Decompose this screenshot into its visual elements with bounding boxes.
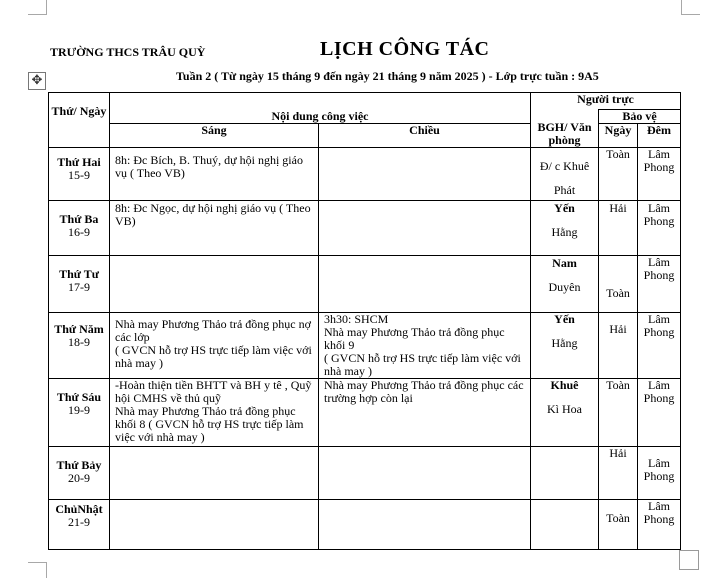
day-cell: Thứ Ba 16-9: [49, 201, 110, 256]
table-row: [49, 500, 681, 550]
morning-cell: 8h: Đc Ngọc, dự hội nghị giáo vụ ( Theo VB): [110, 201, 319, 256]
morning-cell: Nhà may Phương Thảo trả đồng phục nợ các lớp ( GVCN hỗ trợ HS trực tiếp làm việc với nhà may ): [110, 313, 319, 379]
guard-day-cell: Toàn: [599, 256, 638, 313]
afternoon-cell: [319, 148, 531, 201]
morning-cell: [110, 447, 319, 500]
bgh-cell: Đ/ c Khuê Phát: [531, 148, 599, 201]
guard-day-cell: Toàn: [599, 379, 638, 447]
guard-day-cell: Toàn: [599, 500, 638, 550]
header-afternoon: Chiều: [319, 124, 531, 148]
afternoon-cell: [319, 201, 531, 256]
morning-cell: -Hoàn thiện tiền BHTT và BH y tê , Quỹ hội CMHS về thủ quỹ Nhà may Phương Thảo trả đồng phục khối 8 ( GVCN hỗ trợ HS trực tiếp làm việc với nhà may ): [110, 379, 319, 447]
afternoon-cell: 3h30: SHCM Nhà may Phương Thảo trả đồng phục khối 9 ( GVCN hỗ trợ HS trực tiếp làm việc với nhà may ): [319, 313, 531, 379]
crop-mark-bottom-left: [28, 562, 47, 578]
guard-day-cell: Hải: [599, 201, 638, 256]
school-name: TRƯỜNG THCS TRÂU QUỲ: [50, 45, 206, 59]
table-row: [49, 148, 681, 201]
afternoon-cell: [319, 447, 531, 500]
header-content: Nội dung công việc: [110, 93, 531, 124]
header-morning: Sáng: [110, 124, 319, 148]
bgh-cell: Yến Hằng: [531, 201, 599, 256]
guard-night-cell: Lâm Phong: [638, 379, 681, 447]
bgh-cell: Yến Hằng: [531, 313, 599, 379]
day-cell: ChủNhật 21-9: [49, 500, 110, 550]
guard-night-cell: Lâm Phong: [638, 201, 681, 256]
guard-day-cell: Toàn: [599, 148, 638, 201]
day-cell: Thứ Sáu 19-9: [49, 379, 110, 447]
table-resize-handle[interactable]: [679, 550, 699, 570]
guard-night-cell: Lâm Phong: [638, 500, 681, 550]
guard-night-cell: Lâm Phong: [638, 313, 681, 379]
doc-title: LỊCH CÔNG TÁC: [320, 38, 490, 60]
week-info: Tuần 2 ( Từ ngày 15 tháng 9 đến ngày 21 tháng 9 năm 2025 ) - Lớp trực tuần : 9A5: [176, 69, 599, 83]
schedule-table: [48, 92, 681, 550]
header-bgh: BGH/ Văn phòng: [531, 110, 599, 148]
morning-cell: [110, 500, 319, 550]
afternoon-cell: [319, 256, 531, 313]
bgh-cell: [531, 447, 599, 500]
table-move-icon[interactable]: ✥: [28, 72, 46, 90]
table-row: [49, 379, 681, 447]
header-guard-day: Ngày: [599, 124, 638, 148]
guard-night-cell: Lâm Phong: [638, 148, 681, 201]
table-row: [49, 256, 681, 313]
header-guard: Bảo vệ: [599, 110, 681, 124]
bgh-cell: Nam Duyên: [531, 256, 599, 313]
day-cell: Thứ Bảy 20-9: [49, 447, 110, 500]
morning-cell: [110, 256, 319, 313]
guard-night-cell: Lâm Phong: [638, 447, 681, 500]
header-on-duty: Người trực: [531, 93, 681, 110]
guard-night-cell: Lâm Phong: [638, 256, 681, 313]
morning-cell: 8h: Đc Bích, B. Thuý, dự hội nghị giáo vụ ( Theo VB): [110, 148, 319, 201]
day-cell: Thứ Tư 17-9: [49, 256, 110, 313]
header-day: Thứ/ Ngày: [49, 93, 110, 148]
guard-day-cell: Hải: [599, 447, 638, 500]
bgh-cell: Khuê Kì Hoa: [531, 379, 599, 447]
table-row: [49, 313, 681, 379]
header-guard-night: Đêm: [638, 124, 681, 148]
day-cell: Thứ Năm 18-9: [49, 313, 110, 379]
bgh-cell: [531, 500, 599, 550]
table-row: [49, 201, 681, 256]
table-row: [49, 447, 681, 500]
afternoon-cell: Nhà may Phương Thảo trả đồng phục các trường hợp còn lại: [319, 379, 531, 447]
guard-day-cell: Hải: [599, 313, 638, 379]
crop-mark-top-left: [28, 0, 47, 15]
day-cell: Thứ Hai 15-9: [49, 148, 110, 201]
crop-mark-top-right: [681, 0, 700, 15]
afternoon-cell: [319, 500, 531, 550]
